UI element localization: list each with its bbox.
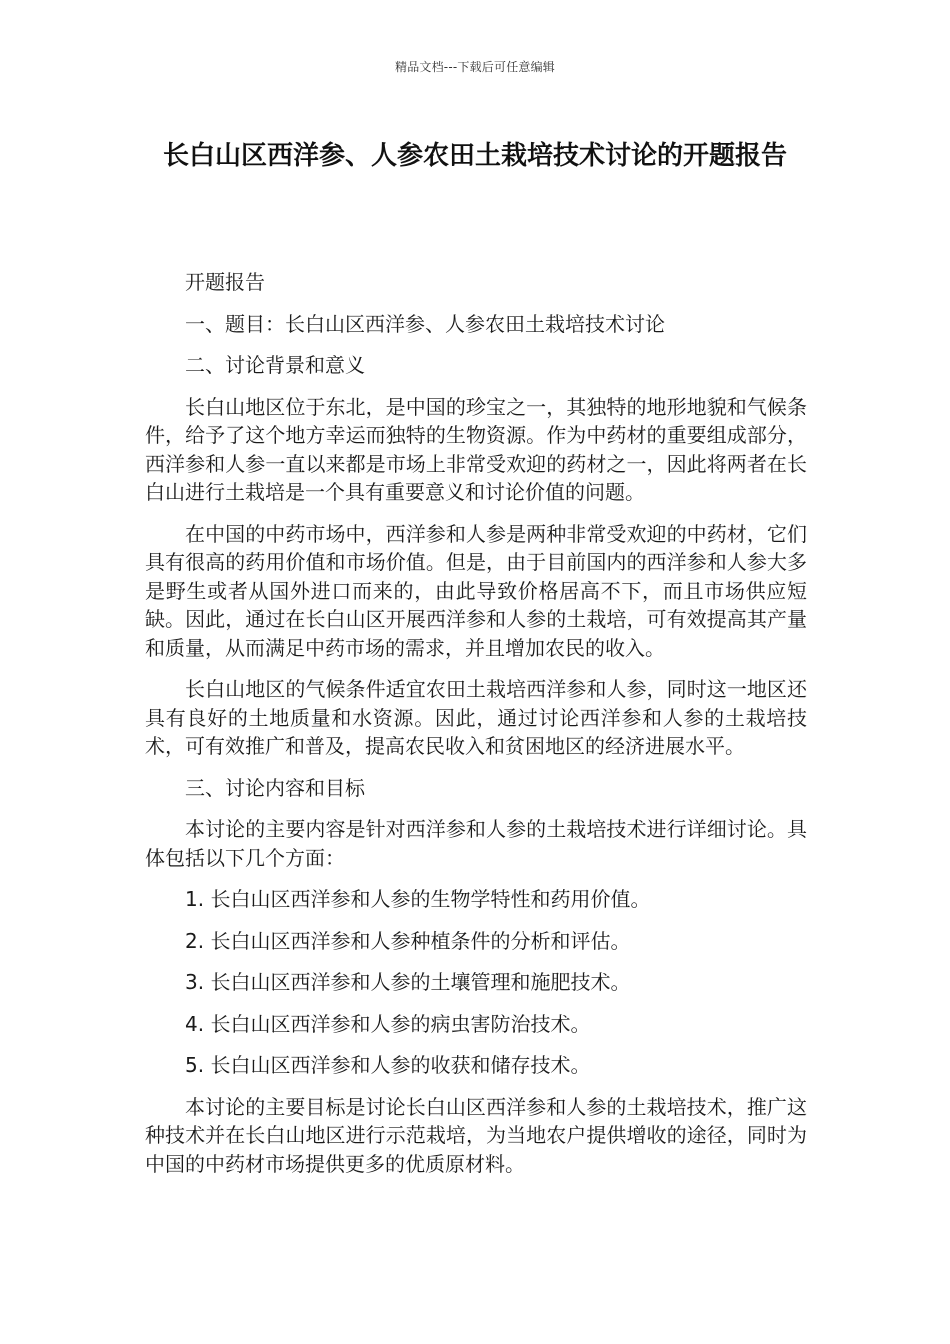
paragraph-background-1: 长白山地区位于东北，是中国的珍宝之一，其独特的地形地貌和气候条件，给予了这个地方幸运而独特的生物资源。作为中药材的重要组成部分，西洋参和人参一直以来都是市场上非常受欢迎的药材之一，因此将两者在长白山进行土栽培是一个具有重要意义和讨论价值的问题。 bbox=[145, 394, 807, 504]
section-heading-background: 二、讨论背景和意义 bbox=[185, 353, 365, 377]
paragraph-background-3: 长白山地区的气候条件适宜农田土栽培西洋参和人参，同时这一地区还具有良好的土地质量和水资源。因此，通过讨论西洋参和人参的土栽培技术，可有效推广和普及，提高农民收入和贫困地区的经济进展水平。 bbox=[145, 677, 807, 758]
list-item: 3. 长白山区西洋参和人参的土壤管理和施肥技术。 bbox=[185, 970, 631, 994]
paragraph-goal: 本讨论的主要目标是讨论长白山区西洋参和人参的土栽培技术，推广这种技术并在长白山地区进行示范栽培，为当地农户提供增收的途径，同时为中国的中药材市场提供更多的优质原材料。 bbox=[145, 1094, 807, 1176]
paragraph-report-label: 开题报告 bbox=[185, 270, 265, 294]
paragraph-topic: 一、题目：长白山区西洋参、人参农田土栽培技术讨论 bbox=[185, 311, 665, 336]
page-header-note: 精品文档---下载后可任意编辑 bbox=[395, 60, 555, 74]
list-item: 1. 长白山区西洋参和人参的生物学特性和药用价值。 bbox=[185, 887, 651, 911]
list-item: 5. 长白山区西洋参和人参的收获和储存技术。 bbox=[185, 1053, 591, 1077]
list-item: 2. 长白山区西洋参和人参种植条件的分析和评估。 bbox=[185, 928, 631, 953]
section-heading-content: 三、讨论内容和目标 bbox=[185, 775, 365, 800]
paragraph-content-intro: 本讨论的主要内容是针对西洋参和人参的土栽培技术进行详细讨论。具体包括以下几个方面： bbox=[145, 817, 807, 870]
document-title: 长白山区西洋参、人参农田土栽培技术讨论的开题报告 bbox=[162, 141, 787, 171]
document-body bbox=[145, 268, 807, 1191]
list-item: 4. 长白山区西洋参和人参的病虫害防治技术。 bbox=[185, 1011, 591, 1036]
paragraph-background-2: 在中国的中药市场中，西洋参和人参是两种非常受欢迎的中药材，它们具有很高的药用价值和市场价值。但是，由于目前国内的西洋参和人参大多是野生或者从国外进口而来的，由此导致价格居高不下，而且市场供应短缺。因此，通过在长白山区开展西洋参和人参的土栽培，可有效提高其产量和质量，从而满足中药市场的需求，并且增加农民的收入。 bbox=[145, 521, 807, 660]
